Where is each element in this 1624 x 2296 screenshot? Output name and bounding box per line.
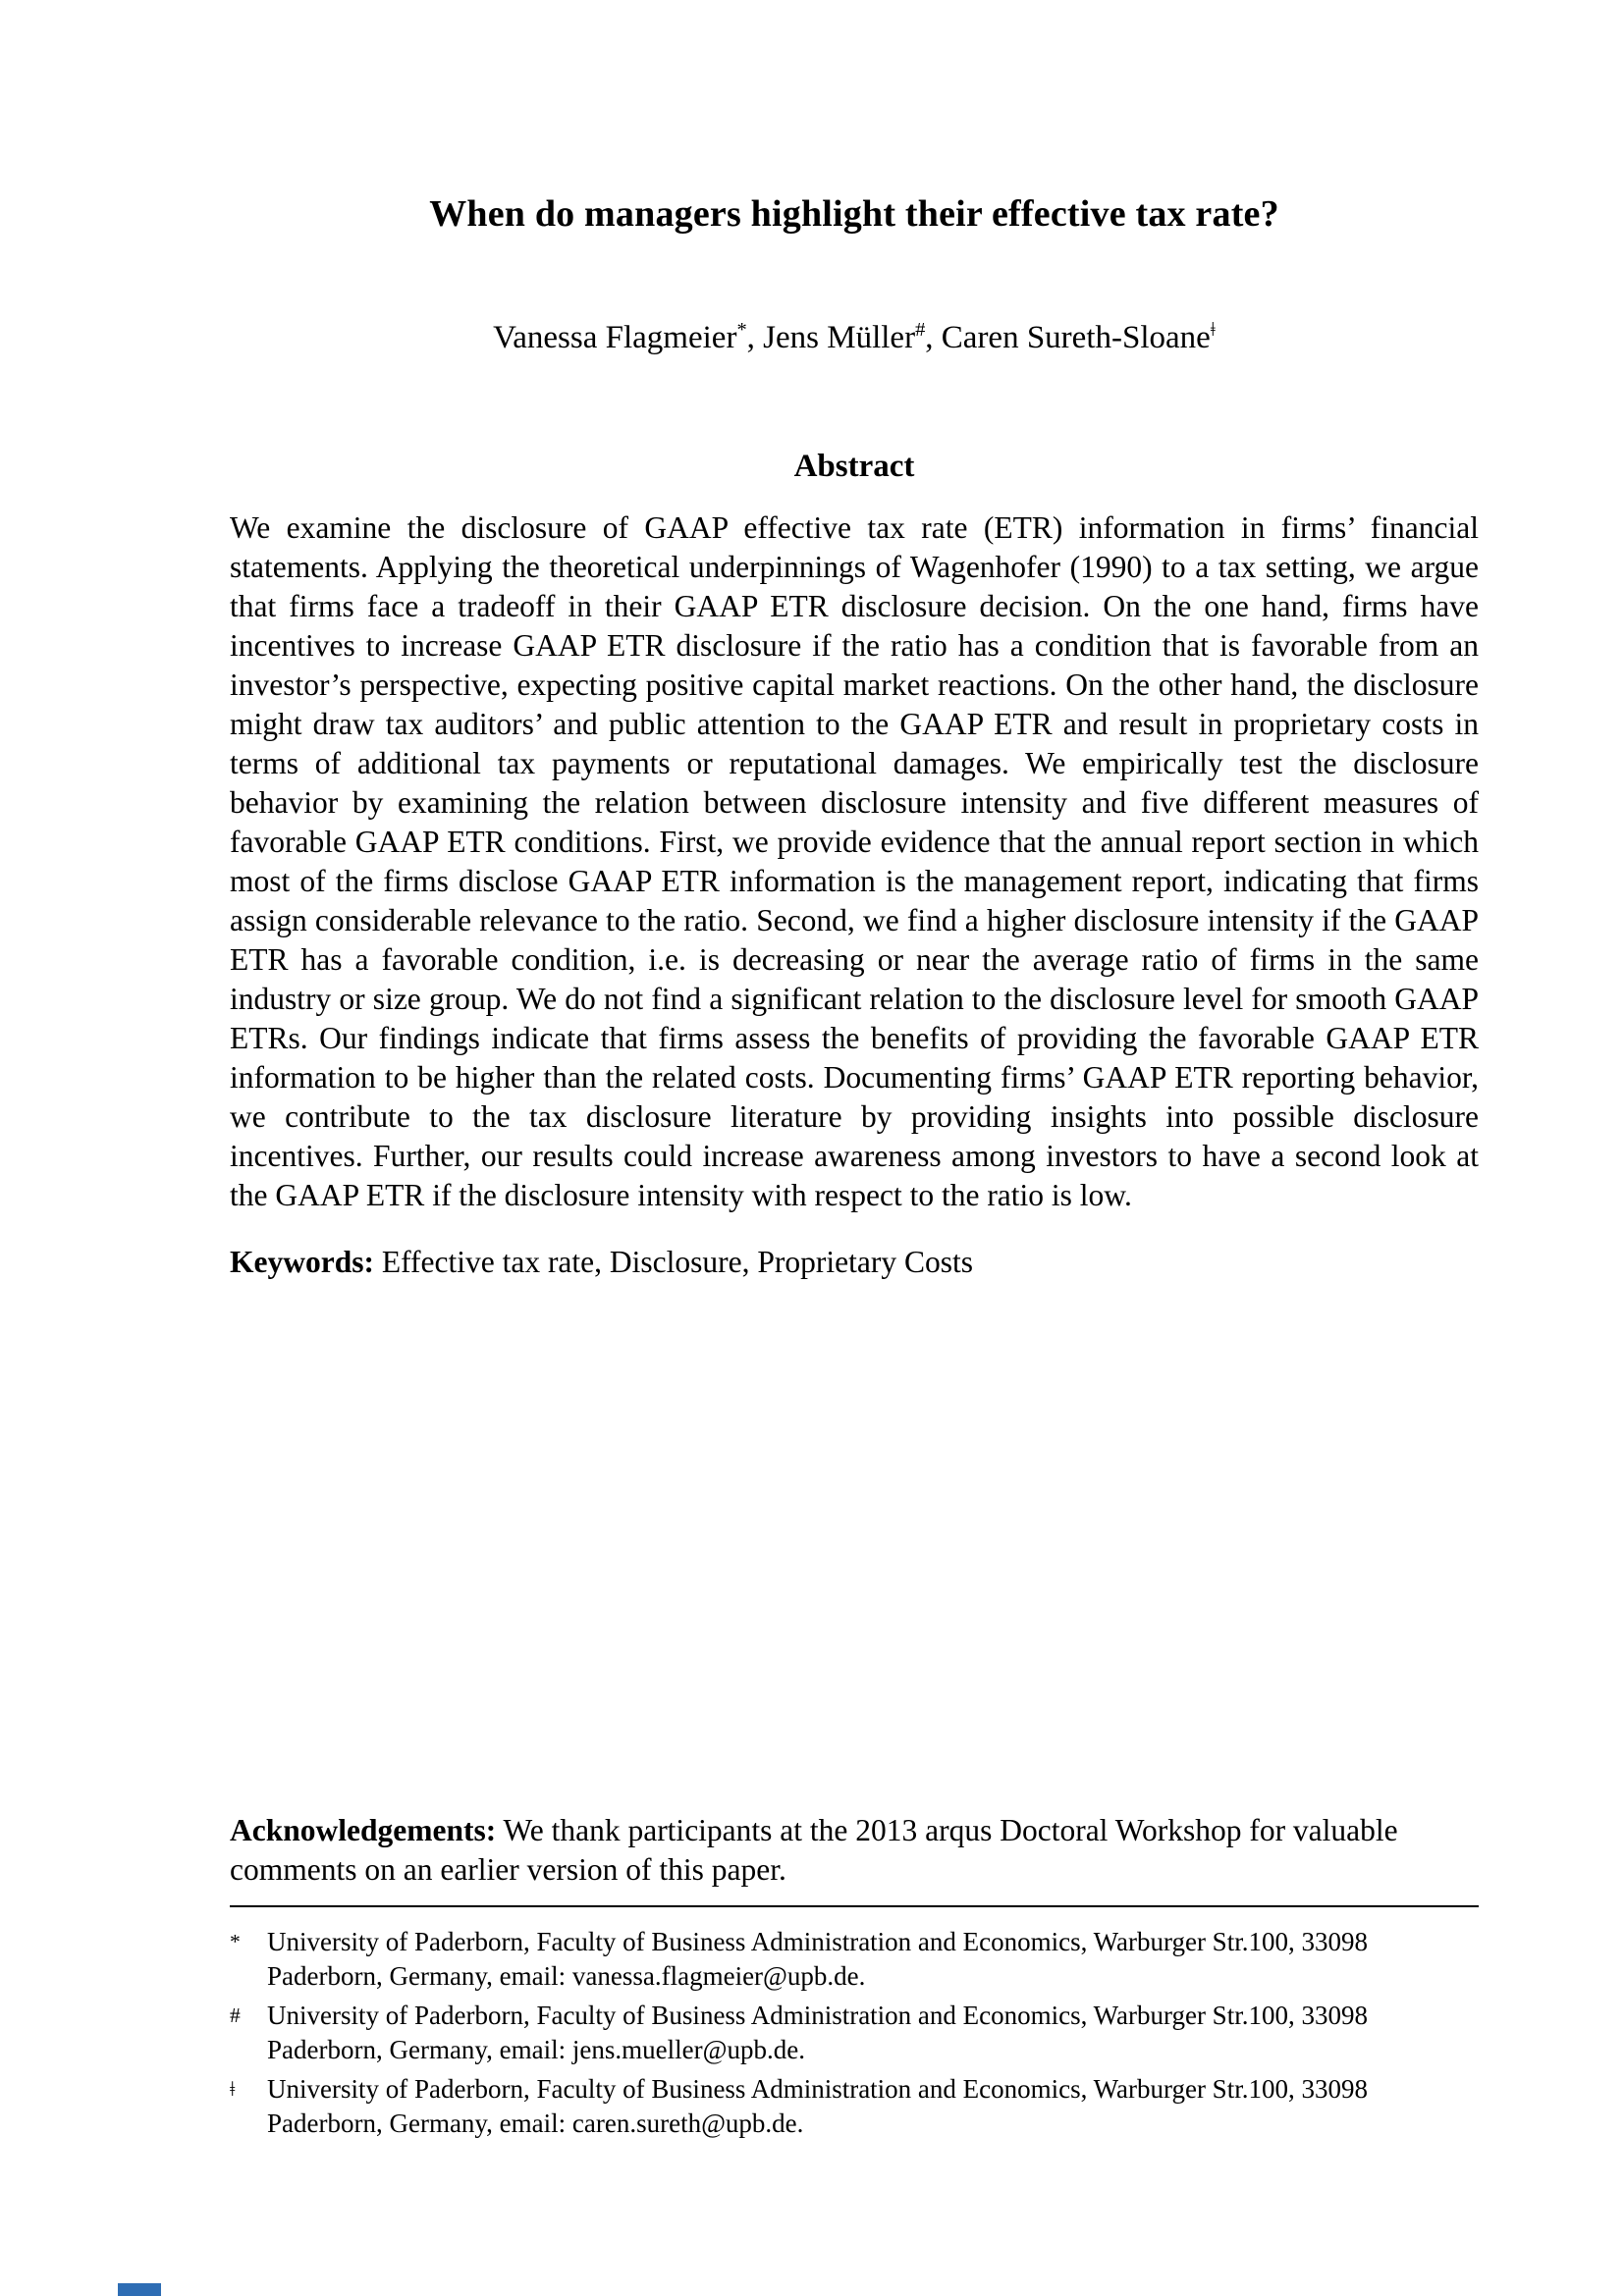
author-name: Jens Müller [763, 320, 916, 355]
abstract-text: We examine the disclosure of GAAP effective tax rate (ETR) information in firms’ financial statements. Applying the theoretical underpinnings of Wagenhofer (1990) to a tax setting, we argue that firms face a tradeoff in their GAAP ETR disclosure decision. On the one hand, firms have incentives to increase GAAP ETR disclosure if the ratio has a condition that is favorable from an investor’s perspective, expecting positive capital market reactions. On the other hand, the disclosure might draw tax auditors’ and public attention to the GAAP ETR and result in proprietary costs in terms of additional tax payments or reputational damages. We empirically test the disclosure behavior by examining the relation between disclosure intensity and five different measures of favorable GAAP ETR conditions. First, we provide evidence that the annual report section in which most of the firms disclose GAAP ETR information is the management report, indicating that firms assign considerable relevance to the ratio. Second, we find a higher disclosure intensity if the GAAP ETR has a favorable condition, i.e. is decreasing or near the average ratio of firms in the same industry or size group. We do not find a significant relation to the disclosure level for smooth GAAP ETRs. Our findings indicate that firms assess the benefits of providing the favorable GAAP ETR information to be higher than the related costs. Documenting firms’ GAAP ETR reporting behavior, we contribute to the tax disclosure literature by providing insights into possible disclosure incentives. Further, our results could increase awareness among investors to have a second look at the GAAP ETR if the disclosure intensity with respect to the ratio is low. [230, 510, 1479, 1212]
authors-line [230, 320, 1479, 356]
acknowledgements-line [230, 1811, 1479, 1890]
author-separator: , [746, 320, 764, 355]
footnote-item [230, 1925, 1479, 1994]
footnote-marker: # [230, 2003, 241, 2027]
footnote-separator-rule [230, 1905, 1479, 1907]
bottom-edge-artifact [118, 2283, 161, 2296]
acknowledgements-text: We thank participants at the 2013 arqus Doctoral Workshop for valuable comments on an earlier version of this paper. [230, 1813, 1398, 1887]
paper-title: When do managers highlight their effective tax rate? [429, 193, 1279, 235]
author-marker: * [736, 319, 747, 341]
footnote-item [230, 1999, 1479, 2067]
footnote-item [230, 2072, 1479, 2141]
abstract-heading: Abstract [793, 449, 915, 484]
page-footer [230, 1811, 1479, 2146]
author-name: Caren Sureth-Sloane [941, 320, 1211, 355]
footnote-text: University of Paderborn, Faculty of Business Administration and Economics, Warburger Str.100, 33098 Paderborn, Germany, email: caren.sureth@upb.de. [267, 2074, 1368, 2138]
author-marker: ǂ [1210, 319, 1216, 341]
author-name: Vanessa Flagmeier [493, 320, 737, 355]
keywords-line [230, 1243, 1479, 1282]
footnote-marker: ǂ [230, 2077, 236, 2101]
keywords-text: Effective tax rate, Disclosure, Proprietary Costs [373, 1245, 973, 1279]
author-separator: , [925, 320, 942, 355]
author-marker: # [915, 319, 926, 341]
acknowledgements-label: Acknowledgements: [230, 1813, 497, 1847]
footnotes-section [230, 1925, 1479, 2141]
footnote-marker: * [230, 1930, 241, 1953]
keywords-label: Keywords: [230, 1245, 374, 1279]
footnote-text: University of Paderborn, Faculty of Business Administration and Economics, Warburger Str.100, 33098 Paderborn, Germany, email: jens.mueller@upb.de. [267, 2001, 1368, 2064]
footnote-text: University of Paderborn, Faculty of Business Administration and Economics, Warburger Str.100, 33098 Paderborn, Germany, email: vanessa.flagmeier@upb.de. [267, 1927, 1368, 1991]
